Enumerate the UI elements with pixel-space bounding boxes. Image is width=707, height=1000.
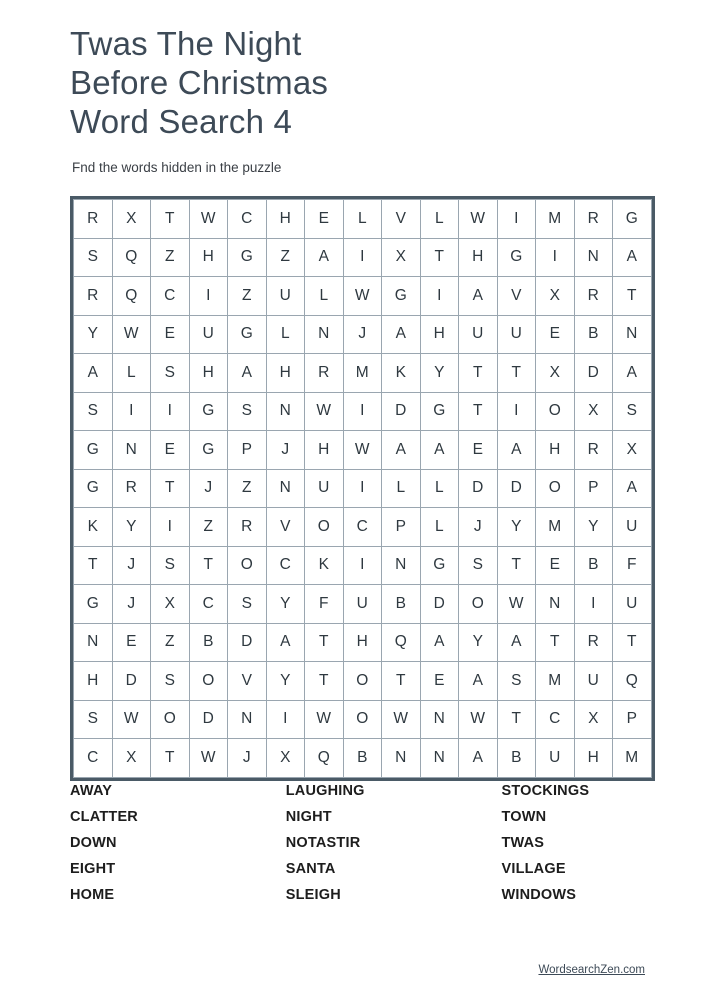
word-list-item: NIGHT — [285, 809, 332, 825]
letter-cell[interactable]: S — [459, 546, 498, 585]
letter-cell[interactable]: T — [536, 623, 575, 662]
letter-cell[interactable]: G — [74, 469, 113, 508]
letter-cell[interactable]: D — [112, 662, 151, 701]
letter-cell[interactable]: Y — [497, 508, 536, 547]
letter-cell[interactable]: T — [497, 700, 536, 739]
letter-cell[interactable]: N — [228, 700, 267, 739]
word-list-item: STOCKINGS — [501, 783, 590, 799]
letter-cell[interactable]: Y — [266, 662, 305, 701]
letter-cell[interactable]: H — [266, 200, 305, 239]
letter-cell[interactable]: E — [536, 315, 575, 354]
letter-cell[interactable]: M — [536, 200, 575, 239]
letter-grid-row — [74, 431, 652, 470]
letter-grid-row — [74, 277, 652, 316]
letter-cell[interactable]: G — [189, 431, 228, 470]
letter-cell[interactable]: T — [613, 277, 652, 316]
letter-cell[interactable]: W — [459, 700, 498, 739]
letter-cell[interactable]: T — [420, 238, 459, 277]
letter-cell[interactable]: Y — [74, 315, 113, 354]
letter-cell[interactable]: I — [151, 392, 190, 431]
letter-cell[interactable]: T — [151, 469, 190, 508]
letter-cell[interactable]: L — [420, 200, 459, 239]
letter-cell[interactable]: G — [74, 431, 113, 470]
letter-cell[interactable]: O — [343, 700, 382, 739]
letter-grid-row — [74, 238, 652, 277]
letter-grid-row — [74, 739, 652, 778]
word-list-column-1 — [70, 778, 286, 908]
letter-cell[interactable]: T — [151, 200, 190, 239]
letter-cell[interactable]: I — [151, 508, 190, 547]
letter-cell[interactable]: I — [536, 238, 575, 277]
letter-grid-row — [74, 508, 652, 547]
letter-cell[interactable]: I — [266, 700, 305, 739]
letter-cell[interactable]: W — [343, 431, 382, 470]
letter-cell[interactable]: E — [151, 431, 190, 470]
word-list-item: CLATTER — [70, 809, 138, 825]
letter-cell[interactable]: N — [305, 315, 344, 354]
letter-cell[interactable]: X — [574, 392, 613, 431]
letter-cell[interactable]: J — [266, 431, 305, 470]
word-list-column-2 — [286, 778, 502, 908]
letter-cell[interactable]: R — [574, 431, 613, 470]
letter-cell[interactable]: A — [613, 469, 652, 508]
letter-cell[interactable]: X — [613, 431, 652, 470]
letter-cell[interactable]: U — [574, 662, 613, 701]
letter-cell[interactable]: N — [382, 739, 421, 778]
letter-cell[interactable]: M — [343, 354, 382, 393]
letter-cell[interactable]: Z — [189, 508, 228, 547]
letter-cell[interactable]: D — [420, 585, 459, 624]
letter-cell[interactable]: T — [497, 354, 536, 393]
letter-cell[interactable]: P — [228, 431, 267, 470]
letter-cell[interactable]: D — [189, 700, 228, 739]
letter-cell[interactable]: V — [266, 508, 305, 547]
letter-cell[interactable]: M — [536, 662, 575, 701]
letter-cell[interactable]: I — [574, 585, 613, 624]
letter-cell[interactable]: X — [112, 739, 151, 778]
letter-cell[interactable]: C — [228, 200, 267, 239]
letter-cell[interactable]: B — [382, 585, 421, 624]
letter-cell[interactable]: E — [420, 662, 459, 701]
letter-cell[interactable]: A — [613, 238, 652, 277]
letter-cell[interactable]: S — [151, 546, 190, 585]
letter-cell[interactable]: B — [343, 739, 382, 778]
letter-cell[interactable]: V — [382, 200, 421, 239]
letter-cell[interactable]: U — [343, 585, 382, 624]
letter-cell[interactable]: R — [74, 277, 113, 316]
letter-cell[interactable]: D — [382, 392, 421, 431]
letter-grid-body — [74, 200, 652, 778]
letter-cell[interactable]: S — [74, 392, 113, 431]
letter-grid-table — [73, 199, 652, 778]
letter-cell[interactable]: S — [613, 392, 652, 431]
word-search-grid — [70, 196, 655, 781]
letter-cell[interactable]: T — [459, 354, 498, 393]
letter-grid-row — [74, 392, 652, 431]
letter-cell[interactable]: R — [574, 623, 613, 662]
letter-grid-row — [74, 623, 652, 662]
letter-cell[interactable]: S — [74, 238, 113, 277]
letter-cell[interactable]: E — [151, 315, 190, 354]
letter-cell[interactable]: J — [189, 469, 228, 508]
letter-cell[interactable]: Q — [112, 238, 151, 277]
letter-cell[interactable]: T — [382, 662, 421, 701]
letter-cell[interactable]: D — [497, 469, 536, 508]
letter-grid-row — [74, 585, 652, 624]
letter-cell[interactable]: A — [459, 739, 498, 778]
letter-grid-row — [74, 354, 652, 393]
letter-cell[interactable]: R — [574, 200, 613, 239]
letter-cell[interactable]: I — [343, 392, 382, 431]
letter-cell[interactable]: H — [189, 238, 228, 277]
letter-cell[interactable]: R — [228, 508, 267, 547]
letter-cell[interactable]: A — [459, 662, 498, 701]
letter-cell[interactable]: N — [266, 392, 305, 431]
letter-grid-row — [74, 315, 652, 354]
letter-cell[interactable]: N — [112, 431, 151, 470]
letter-cell[interactable]: Y — [112, 508, 151, 547]
letter-cell[interactable]: J — [112, 585, 151, 624]
word-list-item: VILLAGE — [501, 861, 566, 877]
letter-cell[interactable]: L — [112, 354, 151, 393]
letter-cell[interactable]: T — [189, 546, 228, 585]
letter-cell[interactable]: C — [343, 508, 382, 547]
letter-cell[interactable]: E — [305, 200, 344, 239]
letter-cell[interactable]: A — [459, 277, 498, 316]
letter-cell[interactable]: U — [613, 508, 652, 547]
word-list-item: TOWN — [501, 809, 547, 825]
word-list-item: WINDOWS — [501, 887, 577, 903]
letter-cell[interactable]: D — [459, 469, 498, 508]
letter-cell[interactable]: Y — [266, 585, 305, 624]
letter-grid-row — [74, 546, 652, 585]
letter-cell[interactable]: D — [228, 623, 267, 662]
letter-cell[interactable]: A — [305, 238, 344, 277]
letter-cell[interactable]: A — [382, 431, 421, 470]
page-title-line-2: Before Christmas — [70, 64, 329, 101]
letter-cell[interactable]: S — [497, 662, 536, 701]
letter-cell[interactable]: G — [497, 238, 536, 277]
letter-cell[interactable]: L — [343, 200, 382, 239]
letter-cell[interactable]: R — [112, 469, 151, 508]
letter-grid-row — [74, 469, 652, 508]
letter-cell[interactable]: I — [343, 546, 382, 585]
letter-cell[interactable]: N — [74, 623, 113, 662]
letter-cell[interactable]: I — [497, 392, 536, 431]
letter-cell[interactable]: N — [266, 469, 305, 508]
letter-cell[interactable]: T — [305, 623, 344, 662]
letter-cell[interactable]: Z — [151, 238, 190, 277]
letter-cell[interactable]: H — [536, 431, 575, 470]
letter-cell[interactable]: Z — [228, 469, 267, 508]
letter-cell[interactable]: W — [497, 585, 536, 624]
letter-cell[interactable]: T — [151, 739, 190, 778]
letter-cell[interactable]: A — [613, 354, 652, 393]
word-list-item: SLEIGH — [285, 887, 341, 903]
letter-cell[interactable]: X — [382, 238, 421, 277]
letter-cell[interactable]: O — [536, 392, 575, 431]
letter-cell[interactable]: T — [74, 546, 113, 585]
letter-cell[interactable]: E — [536, 546, 575, 585]
letter-cell[interactable]: H — [459, 238, 498, 277]
word-list — [70, 778, 640, 908]
letter-cell[interactable]: X — [536, 354, 575, 393]
letter-cell[interactable]: W — [189, 200, 228, 239]
letter-cell[interactable]: H — [266, 354, 305, 393]
letter-cell[interactable]: X — [574, 700, 613, 739]
letter-cell[interactable]: L — [420, 469, 459, 508]
letter-cell[interactable]: Q — [382, 623, 421, 662]
letter-cell[interactable]: O — [228, 546, 267, 585]
page-title-line-1: Twas The Night — [70, 25, 302, 62]
letter-cell[interactable]: Q — [112, 277, 151, 316]
letter-cell[interactable]: G — [613, 200, 652, 239]
letter-cell[interactable]: W — [189, 739, 228, 778]
letter-cell[interactable]: U — [305, 469, 344, 508]
letter-cell[interactable]: Z — [151, 623, 190, 662]
letter-cell[interactable]: T — [305, 662, 344, 701]
letter-cell[interactable]: X — [266, 739, 305, 778]
letter-cell[interactable]: F — [305, 585, 344, 624]
letter-cell[interactable]: G — [228, 315, 267, 354]
letter-cell[interactable]: J — [343, 315, 382, 354]
letter-cell[interactable]: C — [74, 739, 113, 778]
letter-cell[interactable]: W — [305, 700, 344, 739]
letter-cell[interactable]: X — [151, 585, 190, 624]
letter-cell[interactable]: W — [305, 392, 344, 431]
letter-cell[interactable]: R — [74, 200, 113, 239]
letter-cell[interactable]: B — [574, 315, 613, 354]
letter-cell[interactable]: H — [74, 662, 113, 701]
letter-grid-row — [74, 200, 652, 239]
letter-cell[interactable]: Y — [574, 508, 613, 547]
letter-cell[interactable]: R — [574, 277, 613, 316]
letter-cell[interactable]: L — [305, 277, 344, 316]
letter-cell[interactable]: N — [536, 585, 575, 624]
letter-cell[interactable]: Y — [420, 354, 459, 393]
letter-cell[interactable]: S — [74, 700, 113, 739]
letter-cell[interactable]: G — [420, 546, 459, 585]
letter-cell[interactable]: K — [74, 508, 113, 547]
letter-cell[interactable]: H — [420, 315, 459, 354]
letter-cell[interactable]: H — [343, 623, 382, 662]
letter-cell[interactable]: I — [112, 392, 151, 431]
letter-cell[interactable]: O — [536, 469, 575, 508]
letter-cell[interactable]: N — [420, 739, 459, 778]
letter-cell[interactable]: N — [613, 315, 652, 354]
letter-cell[interactable]: V — [228, 662, 267, 701]
letter-cell[interactable]: F — [613, 546, 652, 585]
letter-cell[interactable]: W — [382, 700, 421, 739]
letter-cell[interactable]: B — [189, 623, 228, 662]
letter-cell[interactable]: T — [613, 623, 652, 662]
letter-cell[interactable]: Y — [459, 623, 498, 662]
letter-cell[interactable]: U — [497, 315, 536, 354]
word-list-item: TWAS — [501, 835, 545, 851]
letter-cell[interactable]: T — [459, 392, 498, 431]
letter-cell[interactable]: S — [151, 354, 190, 393]
letter-cell[interactable]: A — [266, 623, 305, 662]
word-list-item: AWAY — [70, 783, 113, 799]
letter-cell[interactable]: L — [420, 508, 459, 547]
letter-cell[interactable]: Q — [305, 739, 344, 778]
letter-cell[interactable]: O — [151, 700, 190, 739]
letter-grid-row — [74, 662, 652, 701]
letter-cell[interactable]: N — [420, 700, 459, 739]
letter-cell[interactable]: P — [613, 700, 652, 739]
letter-cell[interactable]: U — [189, 315, 228, 354]
letter-cell[interactable]: G — [228, 238, 267, 277]
letter-cell[interactable]: S — [151, 662, 190, 701]
letter-cell[interactable]: I — [420, 277, 459, 316]
letter-cell[interactable]: B — [574, 546, 613, 585]
letter-cell[interactable]: A — [228, 354, 267, 393]
letter-cell[interactable]: I — [497, 200, 536, 239]
letter-cell[interactable]: C — [536, 700, 575, 739]
letter-cell[interactable]: S — [228, 585, 267, 624]
letter-cell[interactable]: I — [189, 277, 228, 316]
letter-cell[interactable]: A — [497, 431, 536, 470]
letter-cell[interactable]: O — [305, 508, 344, 547]
letter-cell[interactable]: P — [382, 508, 421, 547]
letter-cell[interactable]: U — [459, 315, 498, 354]
letter-cell[interactable]: D — [574, 354, 613, 393]
letter-grid-row — [74, 700, 652, 739]
letter-cell[interactable]: W — [112, 315, 151, 354]
letter-cell[interactable]: I — [343, 469, 382, 508]
letter-cell[interactable]: U — [613, 585, 652, 624]
letter-cell[interactable]: A — [420, 431, 459, 470]
letter-cell[interactable]: G — [382, 277, 421, 316]
letter-cell[interactable]: P — [574, 469, 613, 508]
letter-cell[interactable]: C — [266, 546, 305, 585]
page-title — [70, 24, 630, 141]
word-list-column-3 — [501, 778, 640, 908]
footer-link[interactable]: WordsearchZen.com — [538, 964, 645, 976]
instructions-text: Fnd the words hidden in the puzzle — [72, 160, 282, 175]
letter-cell[interactable]: B — [497, 739, 536, 778]
letter-cell[interactable]: L — [266, 315, 305, 354]
page-title-line-3: Word Search 4 — [70, 103, 293, 140]
letter-cell[interactable]: U — [266, 277, 305, 316]
letter-cell[interactable]: T — [497, 546, 536, 585]
letter-cell[interactable]: K — [305, 546, 344, 585]
word-list-item: EIGHT — [70, 861, 116, 877]
letter-cell[interactable]: A — [420, 623, 459, 662]
letter-cell[interactable]: N — [574, 238, 613, 277]
letter-cell[interactable]: L — [382, 469, 421, 508]
letter-cell[interactable]: W — [112, 700, 151, 739]
letter-cell[interactable]: J — [112, 546, 151, 585]
letter-cell[interactable]: O — [189, 662, 228, 701]
letter-cell[interactable]: G — [420, 392, 459, 431]
letter-cell[interactable]: Q — [613, 662, 652, 701]
letter-cell[interactable]: Z — [266, 238, 305, 277]
letter-cell[interactable]: O — [459, 585, 498, 624]
letter-cell[interactable]: E — [112, 623, 151, 662]
letter-cell[interactable]: J — [228, 739, 267, 778]
letter-cell[interactable]: A — [382, 315, 421, 354]
letter-cell[interactable]: H — [189, 354, 228, 393]
letter-cell[interactable]: H — [305, 431, 344, 470]
letter-cell[interactable]: X — [112, 200, 151, 239]
letter-cell[interactable]: C — [189, 585, 228, 624]
letter-cell[interactable]: S — [228, 392, 267, 431]
letter-cell[interactable]: M — [536, 508, 575, 547]
word-list-item: HOME — [70, 887, 115, 903]
letter-cell[interactable]: N — [382, 546, 421, 585]
letter-cell[interactable]: E — [459, 431, 498, 470]
letter-cell[interactable]: W — [459, 200, 498, 239]
letter-cell[interactable]: U — [536, 739, 575, 778]
word-list-item: NOTASTIR — [285, 835, 361, 851]
word-list-item: SANTA — [285, 861, 336, 877]
letter-cell[interactable]: Z — [228, 277, 267, 316]
letter-cell[interactable]: O — [343, 662, 382, 701]
letter-cell[interactable]: G — [189, 392, 228, 431]
letter-cell[interactable]: W — [343, 277, 382, 316]
letter-cell[interactable]: C — [151, 277, 190, 316]
letter-cell[interactable]: A — [497, 623, 536, 662]
letter-cell[interactable]: G — [74, 585, 113, 624]
letter-cell[interactable]: V — [497, 277, 536, 316]
word-list-item: DOWN — [70, 835, 117, 851]
letter-cell[interactable]: R — [305, 354, 344, 393]
word-list-item: LAUGHING — [285, 783, 365, 799]
letter-cell[interactable]: K — [382, 354, 421, 393]
letter-cell[interactable]: J — [459, 508, 498, 547]
letter-cell[interactable]: I — [343, 238, 382, 277]
letter-cell[interactable]: X — [536, 277, 575, 316]
letter-cell[interactable]: A — [74, 354, 113, 393]
letter-cell[interactable]: M — [613, 739, 652, 778]
letter-cell[interactable]: H — [574, 739, 613, 778]
